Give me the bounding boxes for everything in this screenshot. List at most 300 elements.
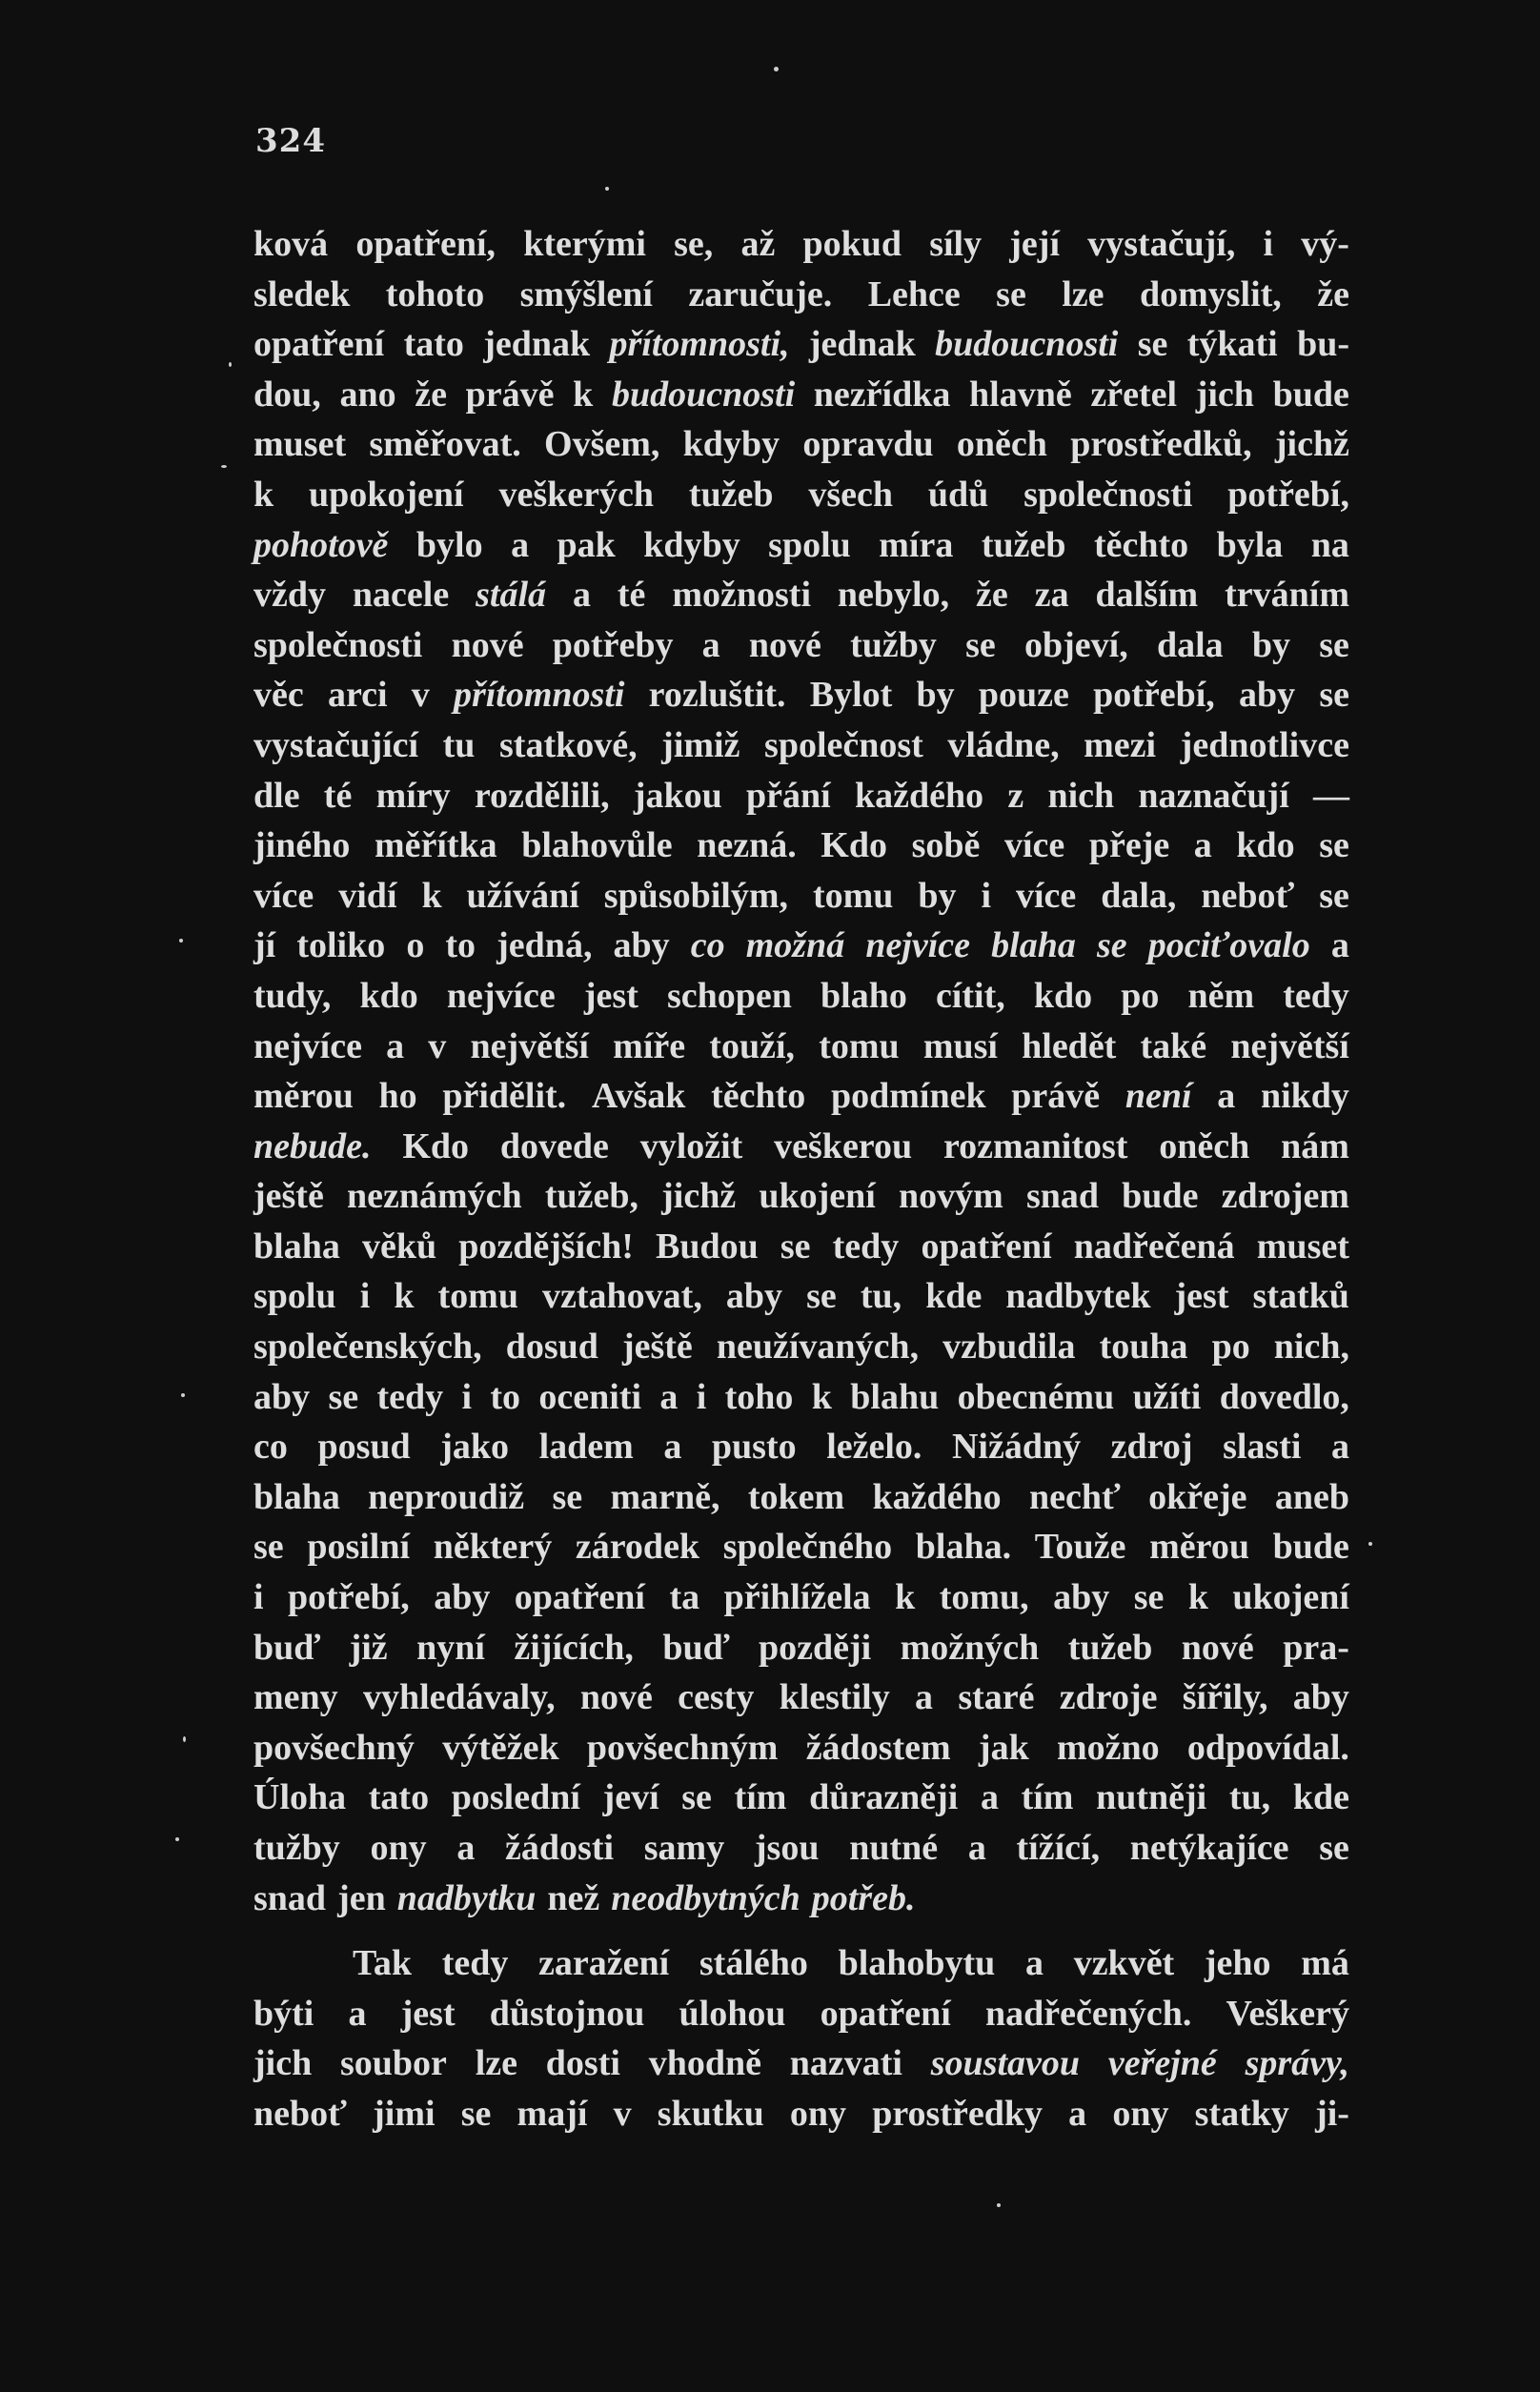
text-line	[253, 620, 1349, 671]
word: také	[1140, 1025, 1207, 1066]
word: bude	[1122, 1176, 1199, 1217]
word: jsou	[754, 1828, 820, 1868]
word: její	[1009, 224, 1061, 264]
word: jimiž	[661, 724, 740, 765]
word: věc	[253, 675, 304, 716]
word: tato	[403, 324, 464, 365]
word: muset	[1256, 1226, 1349, 1267]
word: přihlížela	[723, 1577, 871, 1618]
word: tu,	[1228, 1777, 1271, 1818]
word: tížící,	[1016, 1828, 1101, 1868]
word: soustavou	[930, 2043, 1081, 2084]
word: těchto	[711, 1076, 806, 1117]
scan-speck	[229, 362, 232, 367]
word: bude	[1272, 374, 1349, 415]
scan-speck	[221, 465, 227, 468]
word: nutněji	[1096, 1777, 1207, 1818]
word: v	[613, 2093, 632, 2134]
word: zdrojem	[1221, 1176, 1349, 1217]
word: tím	[1021, 1777, 1074, 1818]
word: každého	[872, 1476, 1002, 1517]
word: tato	[368, 1777, 430, 1818]
word: nezná.	[697, 825, 797, 866]
word: dosud	[505, 1327, 598, 1368]
word: k	[1187, 1577, 1208, 1618]
word: tokem	[747, 1476, 845, 1517]
word: aby	[434, 1577, 491, 1618]
word: rozdělili,	[474, 775, 610, 816]
word: kdo	[1236, 825, 1295, 866]
word: tedy	[1283, 975, 1349, 1016]
text-line	[253, 470, 1349, 520]
word: že	[976, 575, 1008, 616]
word: nadbytek	[1005, 1276, 1151, 1317]
word: tužeb	[688, 474, 774, 515]
word: jest	[1174, 1276, 1229, 1317]
word: dovedlo,	[1219, 1376, 1349, 1417]
word: blahovůle	[521, 825, 673, 866]
word: správy,	[1245, 2043, 1349, 2084]
text-line	[253, 1071, 1349, 1122]
word: tedy	[832, 1226, 900, 1267]
word: síly	[929, 224, 983, 264]
word: Nižádný	[951, 1427, 1082, 1468]
word: kdo	[359, 975, 418, 1016]
word: Úloha	[253, 1777, 347, 1818]
word: a	[663, 1427, 682, 1468]
word: míře	[613, 1025, 686, 1066]
word: žádosti	[505, 1828, 615, 1868]
word: směřovat.	[369, 424, 521, 465]
word: potřeby	[552, 624, 674, 665]
word: tedy	[376, 1376, 444, 1417]
word: jest	[400, 1993, 456, 2034]
word: nejvíce	[253, 1025, 362, 1066]
word: než	[547, 1877, 600, 1918]
word: snad	[1025, 1176, 1100, 1217]
word: těchto	[1093, 524, 1189, 565]
word: možnosti	[672, 575, 811, 616]
word: potřebí,	[1227, 474, 1349, 515]
word: statky	[1194, 2093, 1289, 2134]
word: budoucnosti	[611, 374, 796, 415]
text-line	[253, 921, 1349, 971]
word: upokojení	[308, 474, 464, 515]
word: aby	[253, 1376, 311, 1417]
word: povšechným	[586, 1727, 779, 1768]
word: blahu	[850, 1376, 940, 1417]
word: možná	[745, 925, 845, 966]
word: jakou	[633, 775, 722, 816]
word: ještě	[253, 1176, 324, 1217]
word: a	[348, 1993, 367, 2034]
word: spolu	[768, 524, 851, 565]
word: společnosti	[1023, 474, 1193, 515]
word: to	[445, 925, 476, 966]
word: jich	[253, 2043, 313, 2084]
word: pra-	[1283, 1627, 1349, 1668]
word: blaha	[253, 1226, 340, 1267]
word: opatření	[921, 1226, 1052, 1267]
word: toho	[724, 1376, 794, 1417]
word: přítomnosti,	[609, 324, 790, 365]
word: měřítka	[374, 825, 497, 866]
text-line	[253, 270, 1349, 320]
word: dalším	[1095, 575, 1199, 616]
word: a	[1068, 2093, 1087, 2134]
word: kdyby	[682, 424, 780, 465]
word: ladem	[538, 1427, 634, 1468]
word: aby	[613, 925, 670, 966]
word: a	[1331, 1427, 1349, 1468]
word: ji-	[1315, 2093, 1349, 2134]
word: buď	[253, 1627, 321, 1668]
word: dosti	[545, 2043, 620, 2084]
word: kdo	[1033, 975, 1093, 1016]
text-line	[253, 1938, 1349, 1989]
word: Bylot	[809, 675, 893, 716]
word: jako	[440, 1427, 509, 1468]
word: právě	[1011, 1076, 1101, 1117]
word: jiného	[253, 825, 351, 866]
word: a	[915, 1677, 934, 1718]
scan-speck	[1368, 1542, 1372, 1546]
word: nyní	[416, 1627, 485, 1668]
word: dovede	[499, 1125, 609, 1166]
word: blaha	[253, 1476, 340, 1517]
word: Ovšem,	[544, 424, 660, 465]
text-line	[253, 1989, 1349, 2039]
word: i	[696, 1376, 707, 1417]
word: a	[456, 1828, 476, 1868]
word: klestily	[779, 1677, 890, 1718]
word: mají	[517, 2093, 588, 2134]
word: nadřečená	[1073, 1226, 1235, 1267]
word: arci	[327, 675, 388, 716]
word: Lehce	[867, 274, 961, 314]
word: jak	[978, 1727, 1029, 1768]
word: a	[967, 1828, 986, 1868]
word: míry	[375, 775, 451, 816]
word: i	[253, 1577, 264, 1618]
word: žijících,	[514, 1627, 634, 1668]
word: dle	[253, 775, 300, 816]
word: ukojení	[759, 1176, 876, 1217]
word: lze	[475, 2043, 517, 2084]
word: bylo	[415, 524, 483, 565]
word: a	[1217, 1076, 1236, 1117]
word: na	[1310, 524, 1349, 565]
word: některý	[433, 1527, 553, 1568]
word: vždy	[253, 575, 326, 616]
word: tužeb,	[544, 1176, 638, 1217]
word: potřebí,	[288, 1577, 410, 1618]
word: tu	[442, 724, 476, 765]
word: a	[1330, 925, 1349, 966]
word: posud	[317, 1427, 411, 1468]
word: později	[758, 1627, 872, 1668]
word: se	[1319, 825, 1349, 866]
word: nové	[1181, 1627, 1254, 1668]
word: po	[1211, 1327, 1250, 1368]
word: každého	[854, 775, 984, 816]
word: zaražení	[538, 1943, 670, 1984]
scan-speck	[179, 939, 183, 943]
word: Avšak	[591, 1076, 686, 1117]
word: skutku	[657, 2093, 764, 2134]
word: pohotově	[253, 524, 389, 565]
word: se	[1319, 1828, 1349, 1868]
word: zaručuje.	[688, 274, 833, 314]
word: se	[996, 274, 1026, 314]
word: toliko	[296, 925, 386, 966]
word: prostředků,	[1070, 424, 1252, 465]
text-line	[253, 219, 1349, 270]
word: nové	[579, 1677, 653, 1718]
word: nám	[1281, 1125, 1349, 1166]
word: nebude.	[253, 1125, 372, 1166]
word: že	[415, 374, 447, 415]
word: největší	[470, 1025, 589, 1066]
word: vý-	[1301, 224, 1349, 264]
word: údů	[927, 474, 989, 515]
word: poslední	[451, 1777, 580, 1818]
word: nezřídka	[813, 374, 951, 415]
word: blahobytu	[838, 1943, 996, 1984]
text-line	[253, 1572, 1349, 1623]
text-line	[253, 1472, 1349, 1523]
text-line	[253, 1222, 1349, 1272]
word: muset	[253, 424, 347, 465]
text-line	[253, 1623, 1349, 1673]
word: se	[1319, 875, 1349, 916]
word: jest	[583, 975, 638, 1016]
word: okřeje	[1148, 1476, 1247, 1517]
word: by	[916, 675, 955, 716]
word: se	[328, 1376, 359, 1417]
word: spolu	[253, 1276, 336, 1317]
word: se	[1137, 324, 1168, 365]
word: společnost	[764, 724, 923, 765]
word: neznámých	[347, 1176, 522, 1217]
word: jich	[1195, 374, 1254, 415]
word: dou,	[253, 374, 321, 415]
word: budoucnosti	[935, 324, 1119, 365]
word: přítomnosti	[453, 675, 625, 716]
word: veřejné	[1107, 2043, 1217, 2084]
word: opatření	[253, 324, 385, 365]
word: více	[253, 875, 314, 916]
word: netýkajíce	[1129, 1828, 1289, 1868]
word: až	[740, 224, 776, 264]
word: opatření,	[355, 224, 496, 264]
word: statků	[1252, 1276, 1349, 1317]
scan-speck	[997, 2203, 1001, 2207]
word: býti	[253, 1993, 314, 2034]
word: nové	[451, 624, 524, 665]
word: se	[552, 1476, 583, 1517]
word: aby	[725, 1276, 783, 1317]
word: pouze	[978, 675, 1069, 716]
text-line	[253, 1522, 1349, 1572]
word: po	[1121, 975, 1160, 1016]
word: i	[461, 1376, 473, 1417]
word: úlohou	[679, 1993, 786, 2034]
word: oceniti	[538, 1376, 642, 1417]
word: musí	[922, 1025, 998, 1066]
word: nazvati	[789, 2043, 902, 2084]
word: prostředky	[872, 2093, 1043, 2134]
word: společného	[722, 1527, 893, 1568]
word: se	[681, 1777, 712, 1818]
word: a	[386, 1025, 405, 1066]
word: marně,	[610, 1476, 720, 1517]
word: vidí	[338, 875, 397, 916]
word: výtěžek	[442, 1727, 559, 1768]
text-line	[253, 2038, 1349, 2089]
word: kdyby	[643, 524, 740, 565]
word: leželo.	[826, 1427, 922, 1468]
word: ony	[370, 1828, 427, 1868]
word: nich	[1047, 775, 1115, 816]
text-line	[253, 1672, 1349, 1723]
word: té	[323, 775, 353, 816]
word: jí	[253, 925, 276, 966]
word: obecnému	[957, 1376, 1115, 1417]
word: a	[659, 1376, 679, 1417]
word: hledět	[1022, 1025, 1117, 1066]
text-line	[253, 1372, 1349, 1423]
word: ukojení	[1232, 1577, 1349, 1618]
word: snad	[253, 1877, 327, 1918]
word: k	[573, 374, 594, 415]
word: jimi	[373, 2093, 436, 2134]
word: zárodek	[575, 1527, 700, 1568]
word: blaha	[991, 925, 1076, 966]
word: se	[460, 2093, 492, 2134]
word: touží,	[709, 1025, 796, 1066]
body-text	[253, 219, 1349, 2139]
word: jednak	[808, 324, 916, 365]
word: že	[1317, 274, 1349, 314]
word: by	[1251, 624, 1290, 665]
word: neboť	[253, 2093, 347, 2134]
word: aby	[1053, 1577, 1110, 1618]
word: veškerou	[774, 1125, 913, 1166]
word: pozdějších!	[458, 1226, 634, 1267]
word: novým	[899, 1176, 1003, 1217]
word: vzkvět	[1073, 1943, 1175, 1984]
word: statkové,	[499, 724, 638, 765]
word: jednak	[483, 324, 591, 365]
word: možno	[1056, 1727, 1160, 1768]
word: více	[1015, 875, 1077, 916]
text-line	[253, 319, 1349, 370]
word: oněch	[956, 424, 1047, 465]
word: meny	[253, 1677, 338, 1718]
word: bude	[1272, 1527, 1349, 1568]
word: týkati	[1186, 324, 1278, 365]
word: podmínek	[830, 1076, 986, 1117]
word: společnosti	[253, 624, 423, 665]
word: Budou	[656, 1226, 759, 1267]
word: byla	[1216, 524, 1284, 565]
word: k	[895, 1577, 916, 1618]
word: soubor	[340, 2043, 447, 2084]
word: ho	[378, 1076, 417, 1117]
word: dala,	[1101, 875, 1177, 916]
word: i	[981, 875, 992, 916]
text-line	[253, 419, 1349, 470]
word: měrou	[1149, 1527, 1249, 1568]
word: se	[1096, 925, 1127, 966]
text-line	[253, 1022, 1349, 1072]
word: i	[359, 1276, 371, 1317]
word: ta	[669, 1577, 700, 1618]
text-line	[253, 1122, 1349, 1172]
text-line	[253, 2089, 1349, 2139]
word: slasti	[1223, 1427, 1302, 1468]
word: jeho	[1204, 1943, 1271, 1984]
word: aby	[1239, 675, 1296, 716]
word: vyložit	[639, 1125, 743, 1166]
word: Kdo	[402, 1125, 470, 1166]
word: přidělit.	[442, 1076, 567, 1117]
word: pak	[557, 524, 616, 565]
word: v	[428, 1025, 447, 1066]
word: blaho	[821, 975, 907, 1016]
scan-speck	[183, 1736, 186, 1742]
word: důrazněji	[809, 1777, 959, 1818]
word: právě	[465, 374, 555, 415]
word: tomu	[812, 875, 894, 916]
word: se,	[674, 224, 714, 264]
word: přání	[746, 775, 831, 816]
word: veškerých	[498, 474, 654, 515]
word: smýšlení	[519, 274, 653, 314]
word: kde	[925, 1276, 983, 1317]
word: Touže	[1034, 1527, 1126, 1568]
word: dala	[1156, 624, 1224, 665]
word: nechť	[1028, 1476, 1121, 1517]
word: vztahovat,	[542, 1276, 702, 1317]
word: zdroje	[1059, 1677, 1158, 1718]
word: něm	[1187, 975, 1255, 1016]
word: vhodně	[648, 2043, 761, 2084]
word: za	[1034, 575, 1069, 616]
word: a	[572, 575, 591, 616]
word: samy	[643, 1828, 725, 1868]
word: k	[421, 875, 442, 916]
word: jeví	[602, 1777, 659, 1818]
word: tím	[734, 1777, 787, 1818]
word: schopen	[666, 975, 792, 1016]
word: užívání	[466, 875, 579, 916]
word: přeje	[1088, 825, 1170, 866]
word: možných	[900, 1627, 1040, 1668]
word: nebylo,	[837, 575, 950, 616]
word: se	[1319, 675, 1349, 716]
scan-speck	[175, 1837, 179, 1841]
word: rozmanitost	[942, 1125, 1128, 1166]
word: největší	[1230, 1025, 1349, 1066]
word: důstojnou	[489, 1993, 645, 2034]
word: jednotlivce	[1180, 724, 1349, 765]
word: se	[806, 1276, 837, 1317]
word: ony	[1112, 2093, 1169, 2134]
word: domyslit,	[1139, 274, 1282, 314]
word: bu-	[1297, 324, 1349, 365]
